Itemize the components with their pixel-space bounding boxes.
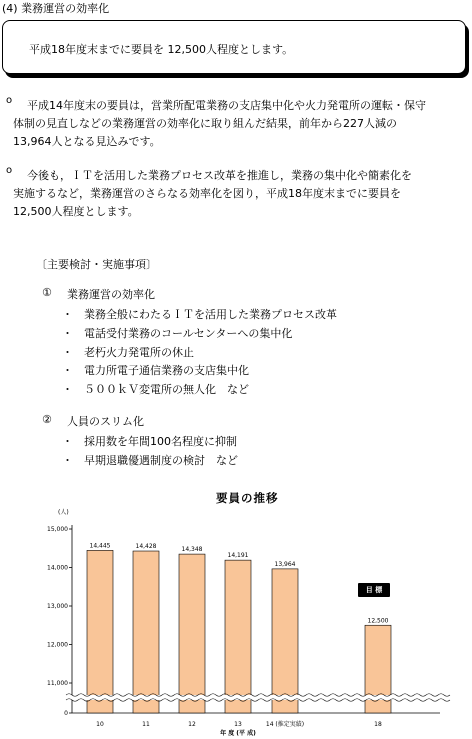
- measure-item: 老朽火力発電所の休止: [84, 346, 194, 359]
- group-number: ②: [42, 413, 52, 426]
- x-tick-label: 14 (推定実績): [265, 721, 305, 728]
- y-tick-label: 11,000: [47, 680, 68, 687]
- x-tick-label: 10: [96, 721, 104, 728]
- paragraph-line: 今後も，ＩＴを活用した業務プロセス改革を推進し，業務の集中化や簡素化を: [27, 169, 412, 182]
- x-tick-label: 12: [188, 721, 196, 728]
- y-tick-label: 12,000: [47, 641, 68, 649]
- data-label: 14,191: [227, 552, 249, 560]
- item-bullet: ・: [62, 435, 73, 448]
- group-title: 業務運営の効率化: [67, 288, 155, 301]
- y-tick-label: 14,000: [47, 564, 68, 572]
- paragraph-line: 体制の見直しなどの業務運営の効率化に取り組んだ結果，前年から227人減の: [13, 117, 397, 130]
- bar: [225, 560, 251, 713]
- paragraph-line: 13,964人となる見込みです。: [13, 135, 161, 148]
- measure-item: ５００ｋＶ変電所の無人化 など: [84, 383, 249, 396]
- headcount-chart: [0, 500, 472, 739]
- y-tick-label: 13,000: [47, 603, 68, 610]
- paragraph-line: 平成14年度末の要員は，営業所配電業務の支店集中化や火力発電所の運転・保守: [27, 99, 426, 112]
- x-axis-label: 年 度 (平 成): [220, 730, 256, 737]
- bar: [87, 550, 113, 713]
- group-number: ①: [42, 286, 52, 299]
- data-label: 14,428: [135, 543, 157, 551]
- group-title: 人員のスリム化: [67, 415, 144, 428]
- target-badge: 目 標: [358, 583, 390, 597]
- chart-title: 要員の推移: [216, 491, 279, 505]
- x-tick-label: 13: [234, 721, 242, 728]
- section-title: (4) 業務運営の効率化: [2, 2, 110, 15]
- measure-item: 電力所電子通信業務の支店集中化: [84, 364, 249, 377]
- goal-box: [2, 20, 466, 74]
- item-bullet: ・: [62, 364, 73, 377]
- goal-text: 平成18年度末までに要員を 12,500人程度とします。: [29, 43, 294, 56]
- item-bullet: ・: [62, 346, 73, 359]
- measures-heading: 〔主要検討・実施事項〕: [36, 258, 157, 271]
- y-tick-label: 15,000: [47, 526, 68, 533]
- y-tick-label: 0: [64, 710, 68, 717]
- item-bullet: ・: [62, 454, 73, 467]
- bullet-mark: o: [6, 165, 13, 176]
- data-label: 13,964: [274, 560, 296, 568]
- measure-item: 電話受付業務のコールセンターへの集中化: [84, 327, 293, 340]
- x-tick-label: 11: [142, 721, 150, 728]
- paragraph-line: 実施するなど，業務運営のさらなる効率化を図り，平成18年度末までに要員を: [13, 187, 401, 200]
- item-bullet: ・: [62, 327, 73, 340]
- bar: [133, 551, 159, 713]
- bullet-mark: o: [6, 95, 13, 106]
- data-label: 14,348: [181, 546, 203, 554]
- paragraph-line: 12,500人程度とします。: [13, 205, 139, 218]
- measure-item: 採用数を年間100名程度に抑制: [84, 435, 237, 448]
- item-bullet: ・: [62, 308, 73, 321]
- bar: [179, 554, 205, 713]
- bar: [272, 569, 298, 713]
- x-tick-label: 18: [374, 721, 382, 728]
- data-label: 12,500: [367, 617, 389, 625]
- measure-item: 早期退職優遇制度の検討 など: [84, 454, 238, 467]
- y-axis-label: (人): [58, 509, 69, 516]
- measure-item: 業務全般にわたるＩＴを活用した業務プロセス改革: [84, 308, 337, 321]
- item-bullet: ・: [62, 383, 73, 396]
- data-label: 14,445: [89, 542, 111, 550]
